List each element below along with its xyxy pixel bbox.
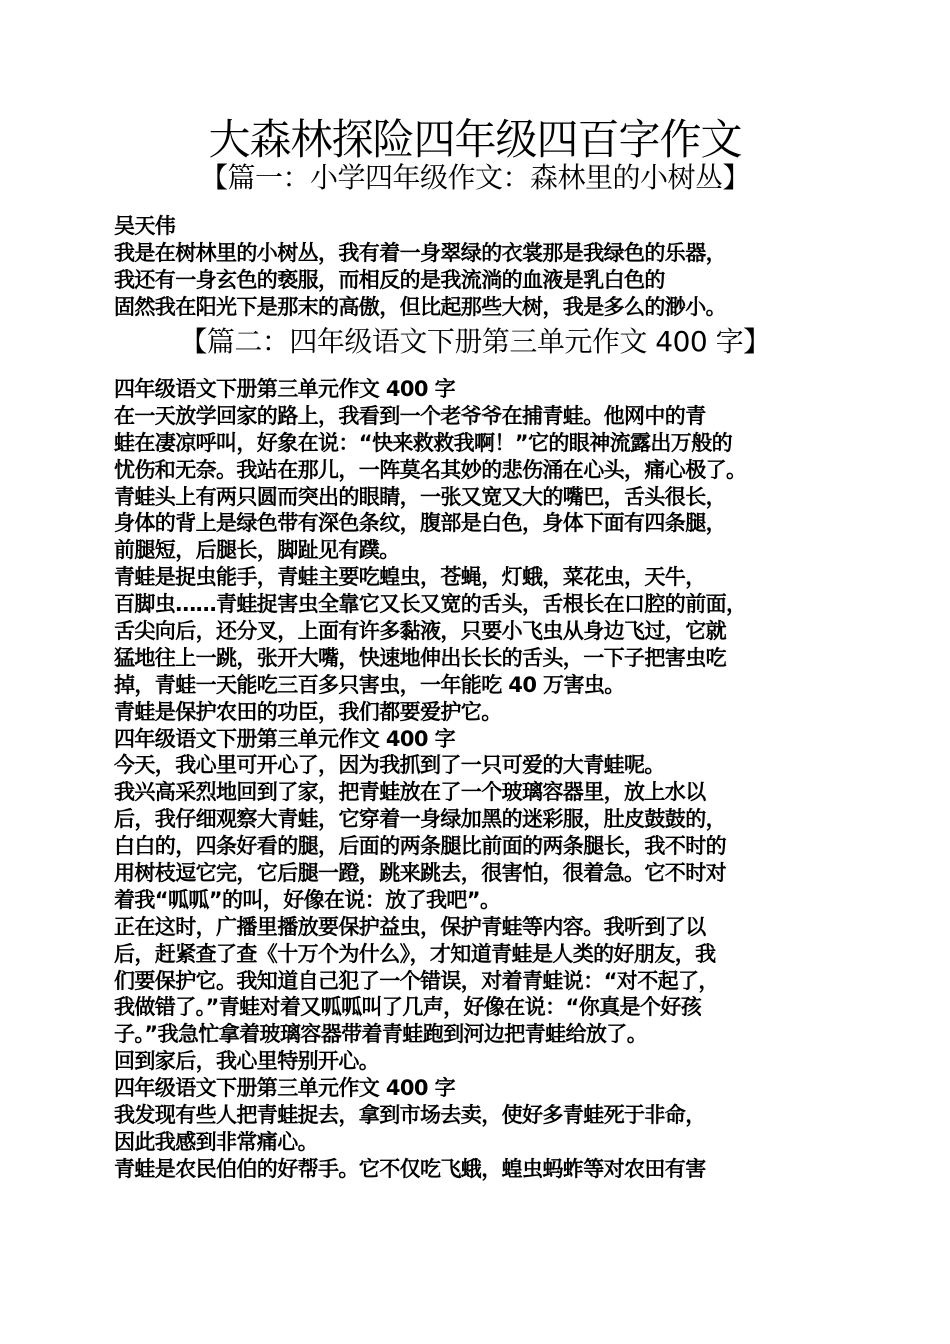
text-line: 因此我感到非常痛心。 <box>114 1129 318 1154</box>
text-line: 身体的背上是绿色带有深色条纹，腹部是白色，身体下面有四条腿， <box>114 511 726 536</box>
text-line: 我还有一身玄色的亵服，而相反的是我流淌的血液是乳白色的 <box>114 267 665 292</box>
text-line: 们要保护它。我知道自己犯了一个错误，对着青蛙说：“对不起了， <box>114 968 719 993</box>
document-title: 大森林探险四年级四百字作文 <box>208 115 742 164</box>
text-line: 我做错了。”青蛙对着又呱呱叫了几声，好像在说：“你真是个好孩 <box>114 995 702 1020</box>
text-line: 青蛙头上有两只圆而突出的眼睛，一张又宽又大的嘴巴，舌头很长， <box>114 484 726 509</box>
text-line: 今天，我心里可开心了，因为我抓到了一只可爱的大青蛙呢。 <box>114 753 665 778</box>
text-line: 我发现有些人把青蛙捉去，拿到市场去卖，使好多青蛙死于非命， <box>114 1103 706 1128</box>
text-line: 子。”我急忙拿着玻璃容器带着青蛙跑到河边把青蛙给放了。 <box>114 1022 648 1047</box>
text-line: 在一天放学回家的路上，我看到一个老爷爷在捕青蛙。他网中的青 <box>114 403 706 428</box>
text-line: 青蛙是捉虫能手，青蛙主要吃蝗虫，苍蝇，灯蛾，菜花虫，天牛， <box>114 565 706 590</box>
text-line: 固然我在阳光下是那末的高傲，但比起那些大树，我是多么的渺小。 <box>114 294 726 319</box>
text-line: 青蛙是保护农田的功臣，我们都要爱护它。 <box>114 699 502 724</box>
section-heading-2: 【篇二：四年级语文下册第三单元作文 400 字】 <box>179 325 771 358</box>
text-line: 百脚虫……青蛙捉害虫全靠它又长又宽的舌头，舌根长在口腔的前面， <box>114 592 747 617</box>
text-line: 四年级语文下册第三单元作文 400 字 <box>114 726 456 751</box>
text-line: 舌尖向后，还分叉，上面有许多黏液，只要小飞虫从身边飞过，它就 <box>114 619 726 644</box>
section-2-body <box>114 376 874 1183</box>
text-line: 后，我仔细观察大青蛙，它穿着一身绿加黑的迷彩服，肚皮鼓鼓的， <box>114 807 726 832</box>
text-line: 蛙在凄凉呼叫，好象在说：“快来救救我啊！”它的眼神流露出万般的 <box>114 430 733 455</box>
text-line: 白白的，四条好看的腿，后面的两条腿比前面的两条腿长，我不时的 <box>114 834 726 859</box>
text-line: 猛地往上一跳，张开大嘴，快速地伸出长长的舌头，一下子把害虫吃 <box>114 645 726 670</box>
section-heading-1: 【篇一：小学四年级作文：森林里的小树丛】 <box>199 161 750 194</box>
text-line: 着我“呱呱”的叫，好像在说：放了我吧”。 <box>114 887 501 912</box>
section-1-body <box>114 213 874 321</box>
text-line: 正在这时，广播里播放要保护益虫，保护青蛙等内容。我听到了以 <box>114 914 706 939</box>
text-line: 我兴高采烈地回到了家，把青蛙放在了一个玻璃容器里，放上水以 <box>114 780 706 805</box>
text-line: 后，赶紧查了查《十万个为什么》，才知道青蛙是人类的好朋友，我 <box>114 941 716 966</box>
text-line: 青蛙是农民伯伯的好帮手。它不仅吃飞蛾，蝗虫蚂蚱等对农田有害 <box>114 1156 706 1181</box>
text-line: 前腿短，后腿长，脚趾见有蹼。 <box>114 538 400 563</box>
text-line: 忧伤和无奈。我站在那儿，一阵莫名其妙的悲伤涌在心头，痛心极了。 <box>114 457 747 482</box>
text-line: 吴天伟 <box>114 214 176 238</box>
text-line: 我是在树林里的小树丛，我有着一身翠绿的衣裳那是我绿色的乐器， <box>114 240 726 265</box>
text-line: 用树枝逗它完，它后腿一蹬，跳来跳去，很害怕，很着急。它不时对 <box>114 861 726 886</box>
text-line: 回到家后，我心里特别开心。 <box>114 1049 380 1074</box>
text-line: 四年级语文下册第三单元作文 400 字 <box>114 377 456 401</box>
text-line: 四年级语文下册第三单元作文 400 字 <box>114 1076 456 1101</box>
text-line: 掉，青蛙一天能吃三百多只害虫，一年能吃 40 万害虫。 <box>114 672 625 697</box>
